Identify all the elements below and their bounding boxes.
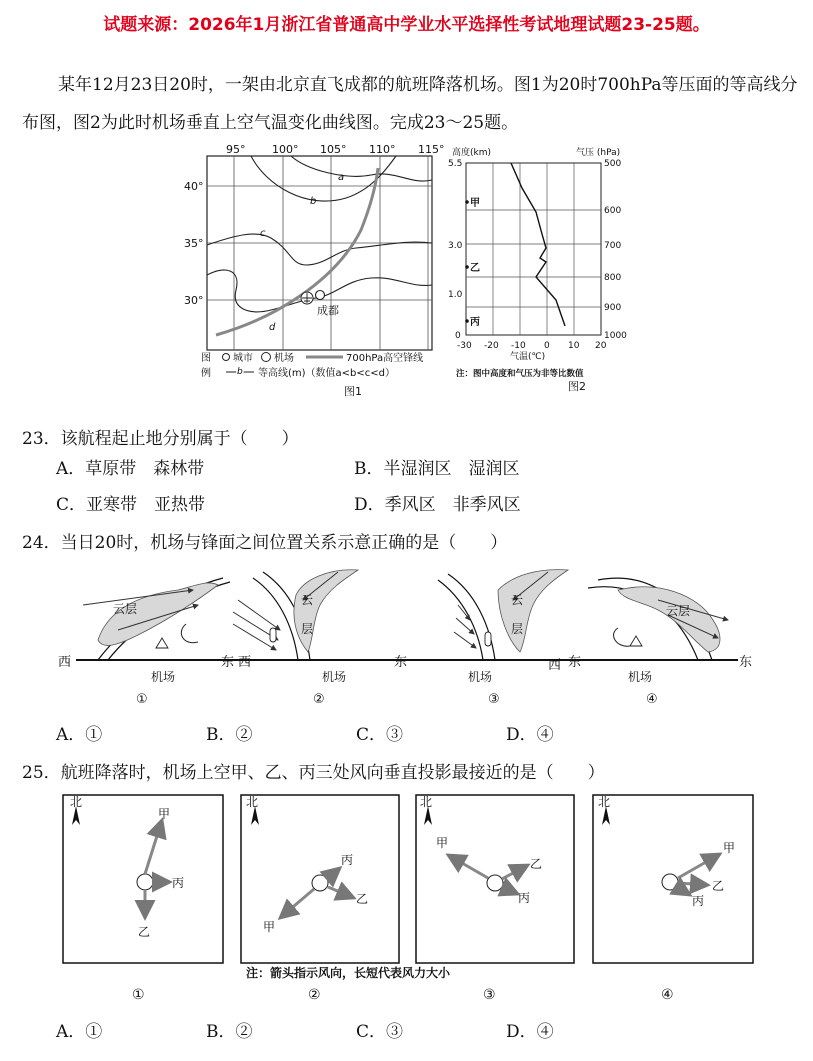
cloud-label-v1: 云 xyxy=(301,593,314,607)
q25-option-d[interactable]: D．④ xyxy=(506,1022,554,1042)
wind-box-2 xyxy=(241,795,399,963)
lon-label: 115° xyxy=(418,143,445,156)
p-tick: 900 xyxy=(604,303,622,313)
figure-2 xyxy=(448,140,646,400)
legend-front: 700hPa高空锋线 xyxy=(346,353,424,364)
lon-label: 110° xyxy=(369,143,396,156)
q24-diagrams xyxy=(58,560,758,708)
box-number-1: ① xyxy=(132,987,145,1003)
fig2-y-title: 高度(km) xyxy=(452,148,492,158)
point-label-bing: 丙 xyxy=(470,317,480,328)
diagram-3 xyxy=(438,570,581,707)
q25-diagrams xyxy=(58,790,758,1010)
legend-city-icon xyxy=(223,354,230,361)
north-label: 北 xyxy=(598,795,611,809)
lon-label: 100° xyxy=(272,143,299,156)
q24-option-c[interactable]: C．③ xyxy=(356,725,404,745)
legend-airport: 机场 xyxy=(274,353,294,364)
legend-city: 城市 xyxy=(233,353,253,364)
legend-contour: 等高线(m)（数值a<b<c<d） xyxy=(258,368,396,379)
north-label: 北 xyxy=(70,795,83,809)
label-bing: 丙 xyxy=(341,853,354,867)
figure-2-caption: 图2 xyxy=(568,380,586,393)
label-yi: 乙 xyxy=(138,925,151,939)
map-frame xyxy=(207,156,432,350)
y-tick: 3.0 xyxy=(448,241,463,251)
legend-title-2: 例 xyxy=(201,368,211,379)
q24-option-d[interactable]: D．④ xyxy=(506,725,554,745)
lon-label: 95° xyxy=(226,143,246,156)
p-tick: 700 xyxy=(604,241,622,251)
cloud-label-v2: 层 xyxy=(511,622,524,636)
box-number-2: ② xyxy=(308,987,321,1003)
q24-stem: 24．当日20时，机场与锋面之间位置关系示意正确的是（ ） xyxy=(22,533,508,553)
airport-label: 机场 xyxy=(628,670,653,684)
east-label: 东 xyxy=(394,655,408,670)
lat-label: 30° xyxy=(184,294,204,307)
p-tick: 600 xyxy=(604,206,622,216)
east-label: 东 xyxy=(739,655,753,670)
x-tick: -10 xyxy=(511,341,526,351)
point-bing xyxy=(465,319,469,323)
airport-label: 机场 xyxy=(151,670,176,684)
west-label: 西 xyxy=(548,658,562,673)
label-jia: 甲 xyxy=(436,836,449,850)
diagram-2 xyxy=(233,570,407,707)
city-icon xyxy=(316,291,325,300)
q23-option-b[interactable]: B．半湿润区 湿润区 xyxy=(354,459,520,479)
x-tick: 10 xyxy=(568,341,580,351)
north-label: 北 xyxy=(246,795,259,809)
q25-note: 注：箭头指示风向，长短代表风力大小 xyxy=(246,966,451,980)
label-bing: 丙 xyxy=(172,876,185,890)
y-tick: 0 xyxy=(455,331,461,341)
fig2-note: 注：图中高度和气压为非等比数值 xyxy=(456,369,584,379)
x-tick: -20 xyxy=(484,341,499,351)
q25-stem: 25．航班降落时，机场上空甲、乙、丙三处风向垂直投影最接近的是（ ） xyxy=(22,763,605,783)
q23-option-a[interactable]: A．草原带 森林带 xyxy=(56,459,205,479)
cloud-label-v1: 云 xyxy=(511,593,524,607)
point-jia xyxy=(465,200,469,204)
q23-stem: 23．该航程起止地分别属于（ ） xyxy=(22,429,299,449)
contour-label-c: c xyxy=(260,228,266,239)
figure-1-caption: 图1 xyxy=(344,385,362,398)
contour-label-b: b xyxy=(310,196,317,207)
west-label: 西 xyxy=(58,655,72,670)
y-tick: 1.0 xyxy=(448,290,463,300)
diagram-number-2: ② xyxy=(313,692,325,707)
city-label: 成都 xyxy=(317,304,339,317)
label-bing: 丙 xyxy=(518,891,531,905)
diagram-1 xyxy=(58,578,234,707)
fig2-frame xyxy=(466,163,601,335)
airport-label: 机场 xyxy=(468,670,493,684)
wind-box-3 xyxy=(416,795,574,963)
x-tick: 20 xyxy=(595,341,607,351)
lon-label: 105° xyxy=(320,143,347,156)
legend-title-1: 图 xyxy=(201,353,211,364)
label-jia: 甲 xyxy=(158,807,171,821)
p-tick: 800 xyxy=(604,273,622,283)
label-bing: 丙 xyxy=(692,894,705,908)
west-label: 西 xyxy=(238,655,252,670)
q23-option-d[interactable]: D．季风区 非季风区 xyxy=(354,495,521,515)
figure-1 xyxy=(184,140,446,400)
q24-option-b[interactable]: B．② xyxy=(206,725,253,745)
box-number-3: ③ xyxy=(483,987,496,1003)
question-intro: 某年12月23日20时，一架由北京直飞成都的航班降落机场。图1为20时700hPa等压面的等高线分布图，图2为此时机场垂直上空气温变化曲线图。完成23～25题。 xyxy=(22,75,798,133)
label-yi: 乙 xyxy=(356,892,369,906)
north-label: 北 xyxy=(420,795,433,809)
p-tick: 500 xyxy=(604,159,622,169)
east-label: 东 xyxy=(221,655,235,670)
point-label-jia: 甲 xyxy=(470,198,480,209)
diagram-number-3: ③ xyxy=(488,692,500,707)
cloud-label-v2: 层 xyxy=(301,622,314,636)
label-jia: 甲 xyxy=(263,920,276,934)
fig2-y2-title: 气压 (hPa) xyxy=(576,148,621,158)
wind-box-4 xyxy=(593,795,753,963)
label-yi: 乙 xyxy=(530,857,543,871)
point-label-yi: 乙 xyxy=(470,263,480,274)
label-jia: 甲 xyxy=(723,841,736,855)
airport-label: 机场 xyxy=(322,670,347,684)
source-line: 试题来源：2026年1月浙江省普通高中学业水平选择性考试地理试题23-25题。 xyxy=(103,15,710,35)
q24-option-a[interactable]: A．① xyxy=(56,725,103,745)
east-label: 东 xyxy=(568,655,582,670)
x-tick: 0 xyxy=(544,341,550,351)
diagram-4 xyxy=(588,578,752,707)
diagram-number-1: ① xyxy=(136,692,148,707)
legend-contour-sample: b xyxy=(237,367,243,377)
q25-option-c[interactable]: C．③ xyxy=(356,1022,404,1042)
box-number-4: ④ xyxy=(661,987,674,1003)
cloud-label: 云层 xyxy=(113,602,138,616)
y-tick: 5.5 xyxy=(448,159,463,169)
q25-option-b[interactable]: B．② xyxy=(206,1022,253,1042)
label-yi: 乙 xyxy=(712,879,725,893)
wind-box-1 xyxy=(63,795,223,963)
diagram-number-4: ④ xyxy=(646,692,658,707)
lat-label: 35° xyxy=(184,237,204,250)
fig2-x-title: 气温(℃) xyxy=(510,352,546,362)
lat-label: 40° xyxy=(184,180,204,193)
x-tick: -30 xyxy=(457,341,472,351)
legend-airport-icon xyxy=(262,353,271,362)
contour-label-d: d xyxy=(269,322,276,333)
point-yi xyxy=(465,265,469,269)
cloud-label: 云层 xyxy=(666,604,691,618)
q23-option-c[interactable]: C．亚寒带 亚热带 xyxy=(56,495,206,515)
contour-label-a: a xyxy=(338,172,345,183)
p-tick: 1000 xyxy=(604,331,627,341)
q25-option-a[interactable]: A．① xyxy=(56,1022,103,1042)
